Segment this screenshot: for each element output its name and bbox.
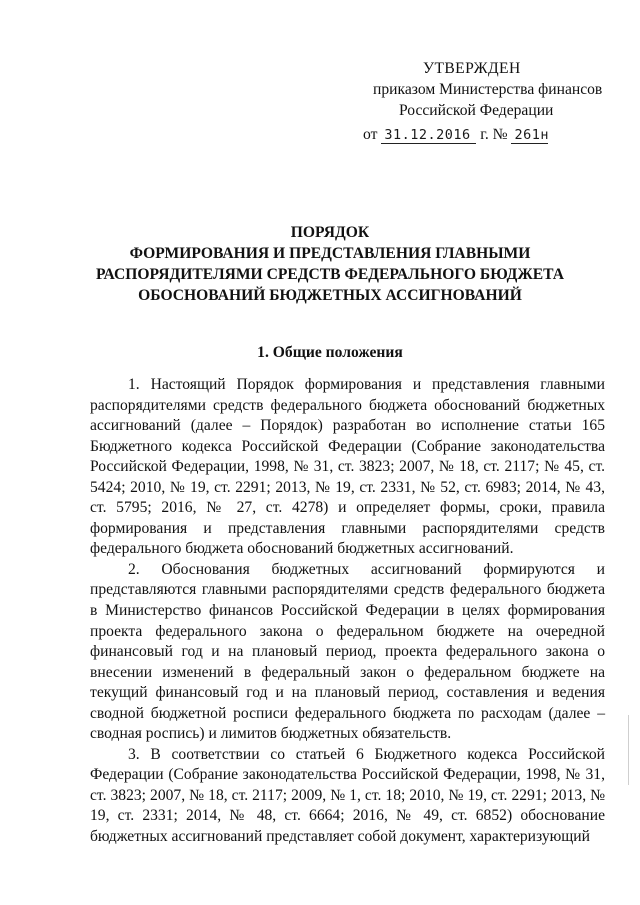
title-line-2: ФОРМИРОВАНИЯ И ПРЕДСТАВЛЕНИЯ ГЛАВНЫМИ xyxy=(129,245,531,262)
date-prefix: от xyxy=(363,126,378,143)
approval-org-line-1: приказом Министерства финансов xyxy=(373,81,603,98)
approval-title: УТВЕРЖДЕН xyxy=(423,60,521,77)
order-number-value: 261н xyxy=(511,128,548,144)
document-title xyxy=(60,222,600,306)
title-line-3: РАСПОРЯДИТЕЛЯМИ СРЕДСТВ ФЕДЕРАЛЬНОГО БЮДЖЕТА xyxy=(95,266,565,283)
paragraph-1: 1. Настоящий Порядок формирования и представления главными распорядителями средств федерального бюджета обоснований бюджетных ассигнований (далее – Порядок) разработан во исполнение статьи 165 Бюджетного кодекса Российской Федерации (Собрание законодательства Российской Федерации, 1998, № 31, ст. 3823; 2007, № 18, ст. 2117; № 45, ст. 5424; 2010, № 19, ст. 2291; 2013, № 19, ст. 2331, № 52, ст. 6983; 2014, № 43, ст. 5795; 2016, № 27, ст. 4278) и определяет формы, сроки, правила формирования и представления главными распорядителями средств федерального бюджета обоснований бюджетных ассигнований. xyxy=(90,376,605,558)
approval-stamp-block xyxy=(355,58,625,145)
title-line-4: ОБОСНОВАНИЙ БЮДЖЕТНЫХ АССИГНОВАНИЙ xyxy=(138,287,522,304)
paragraph-3: 3. В соответствии со статьей 6 Бюджетного кодекса Российской Федерации (Собрание законодательства Российской Федерации, 1998, № 31, ст. 3823; 2007, № 18, ст. 2117; 2009, № 1, ст. 18; 2010, № 19, ст. 2291; 2013, № 19, ст. 2331; 2014, № 48, ст. 6664; 2016, № 49, ст. 6852) обоснование бюджетных ассигнований представляет собой документ, характеризующий xyxy=(90,745,605,846)
section-heading: 1. Общие положения xyxy=(257,344,403,361)
order-date-value: 31.12.2016 xyxy=(381,128,476,144)
year-number-label: г. № xyxy=(480,126,508,143)
title-line-1: ПОРЯДОК xyxy=(290,224,370,241)
approval-date-line xyxy=(355,124,625,145)
document-body xyxy=(90,375,605,848)
paragraph-2: 2. Обоснования бюджетных ассигнований формируются и представляются главными распорядителями средств федерального бюджета в Министерство финансов Российской Федерации в целях формирования проекта федерального закона о федеральном бюджете на очередной финансовый год и на плановый период, проекта федерального закона о внесении изменений в федеральный закон о федеральном бюджете на текущий финансовый год и на плановый период, составления и ведения сводной бюджетной росписи федерального бюджета по расходам (далее – сводная роспись) и лимитов бюджетных обязательств. xyxy=(90,560,605,743)
approval-org-line-2: Российской Федерации xyxy=(399,102,554,119)
scan-margin-mark xyxy=(628,715,629,785)
